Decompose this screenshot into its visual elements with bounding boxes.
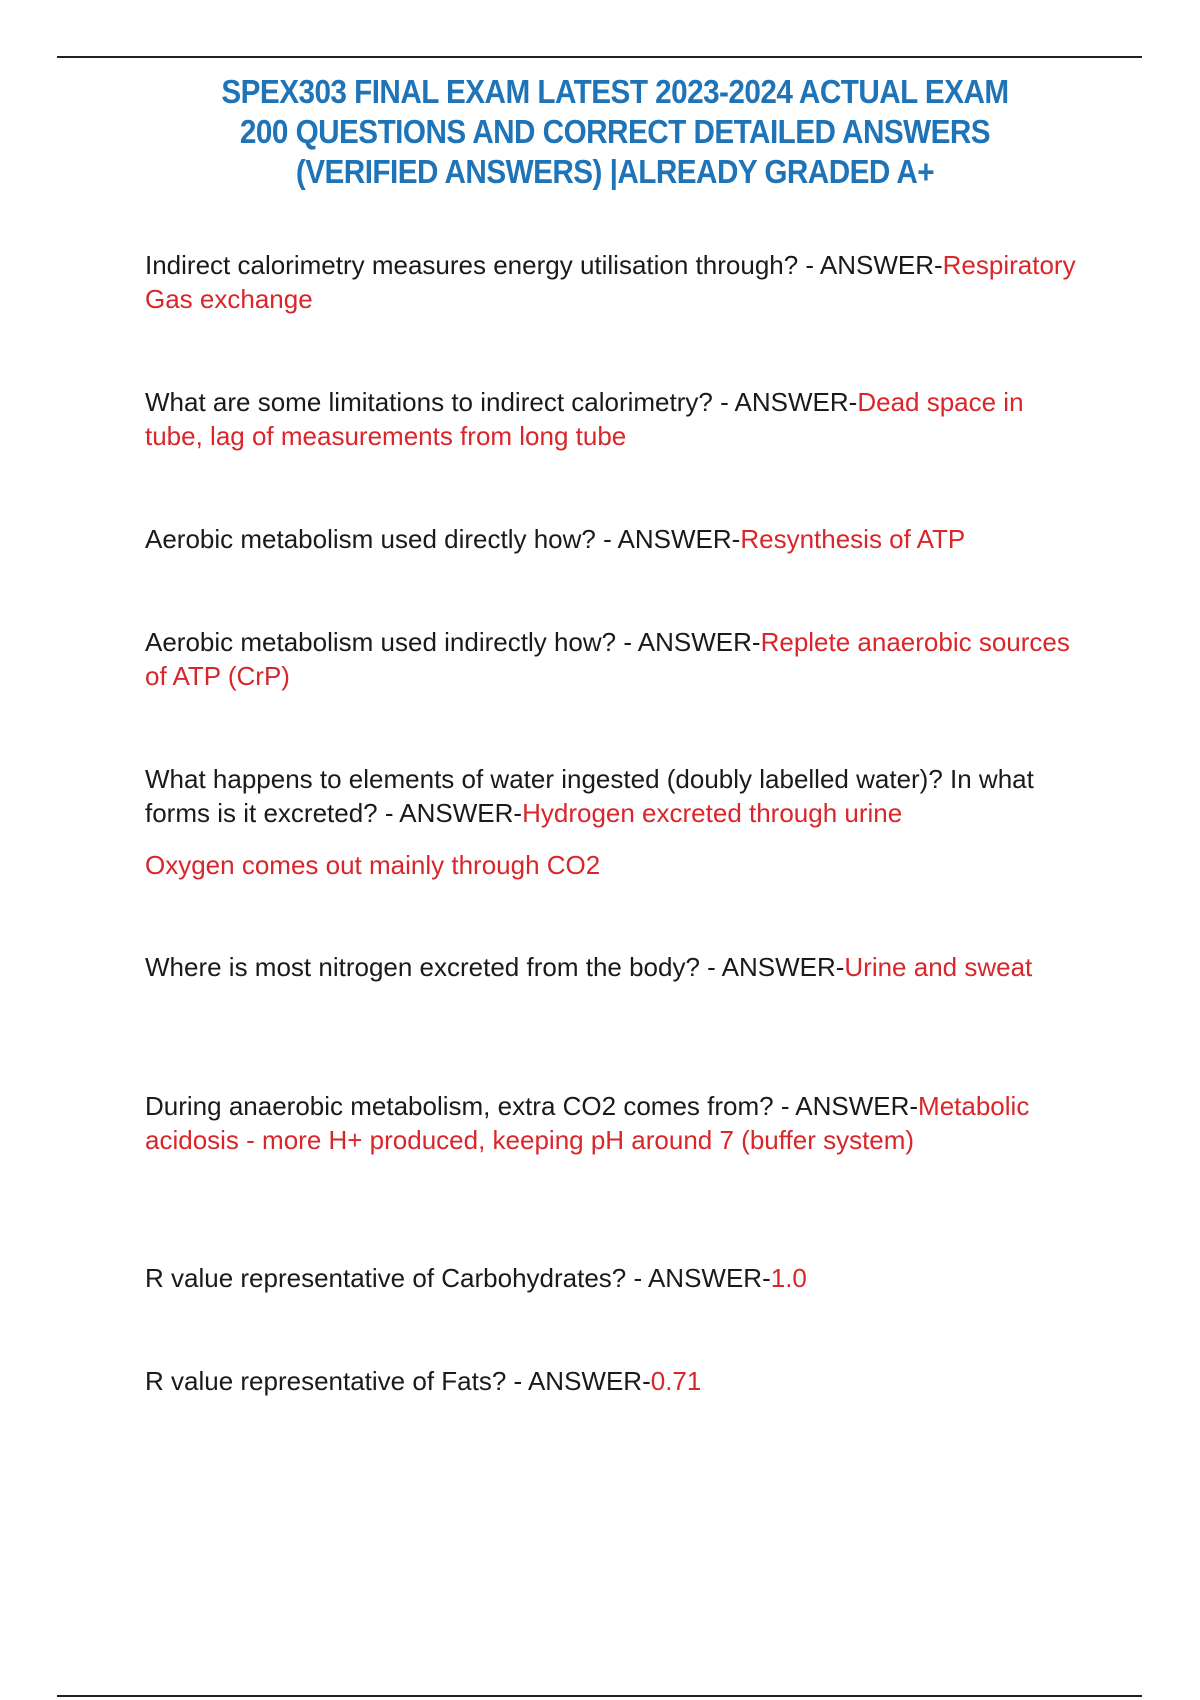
question-text: Where is most nitrogen excreted from the body?	[145, 952, 700, 982]
qa-item	[145, 950, 1085, 984]
answer-text: Hydrogen excreted through urine	[522, 798, 903, 828]
question-text: R value representative of Carbohydrates?	[145, 1263, 627, 1293]
qa-item	[145, 1364, 1085, 1398]
qa-item	[145, 1261, 1085, 1295]
answer-extra-text: Oxygen comes out mainly through CO2	[145, 850, 601, 880]
answer-prefix: - ANSWER-	[377, 798, 523, 828]
question-text: R value representative of Fats?	[145, 1366, 507, 1396]
answer-prefix: - ANSWER-	[699, 952, 845, 982]
answer-prefix: - ANSWER-	[626, 1263, 771, 1293]
document-title: SPEX303 FINAL EXAM LATEST 2023-2024 ACTUAL EXAM 200 QUESTIONS AND CORRECT DETAILED ANSWERS (VERIFIED ANSWERS) |ALREADY GRADED A+	[221, 73, 1009, 190]
answer-text: Metabolic acidosis - more H+ produced, keeping pH around 7 (buffer system)	[145, 1091, 1030, 1155]
answer-text: Dead space in tube, lag of measurements from long tube	[145, 387, 1024, 451]
answer-text: Respiratory Gas exchange	[145, 250, 1076, 314]
qa-item	[145, 248, 1085, 316]
bottom-divider	[57, 1695, 1142, 1697]
answer-prefix: - ANSWER-	[595, 524, 741, 554]
question-text: What happens to elements of water ingested (doubly labelled water)? In what forms is it excreted?	[145, 764, 1034, 828]
question-text: Aerobic metabolism used indirectly how?	[145, 627, 617, 657]
answer-text: Urine and sweat	[844, 952, 1033, 982]
qa-item	[145, 762, 1085, 882]
answer-prefix: - ANSWER-	[712, 387, 858, 417]
question-text: Indirect calorimetry measures energy utilisation through?	[145, 250, 799, 280]
question-text: Aerobic metabolism used directly how?	[145, 524, 596, 554]
answer-text: Resynthesis of ATP	[740, 524, 966, 554]
answer-prefix: - ANSWER-	[773, 1091, 919, 1121]
question-text: During anaerobic metabolism, extra CO2 comes from?	[145, 1091, 774, 1121]
top-divider	[57, 56, 1142, 58]
answer-prefix: - ANSWER-	[506, 1366, 651, 1396]
qa-item	[145, 1089, 1085, 1157]
answer-prefix: - ANSWER-	[616, 627, 761, 657]
qa-item	[145, 385, 1085, 453]
answer-text: Replete anaerobic sources of ATP (CrP)	[145, 627, 1070, 691]
qa-item	[145, 625, 1085, 693]
answer-text: 1.0	[770, 1263, 807, 1293]
question-text: What are some limitations to indirect calorimetry?	[145, 387, 713, 417]
answer-text: 0.71	[650, 1366, 702, 1396]
qa-item	[145, 522, 1085, 556]
answer-prefix: - ANSWER-	[798, 250, 943, 280]
